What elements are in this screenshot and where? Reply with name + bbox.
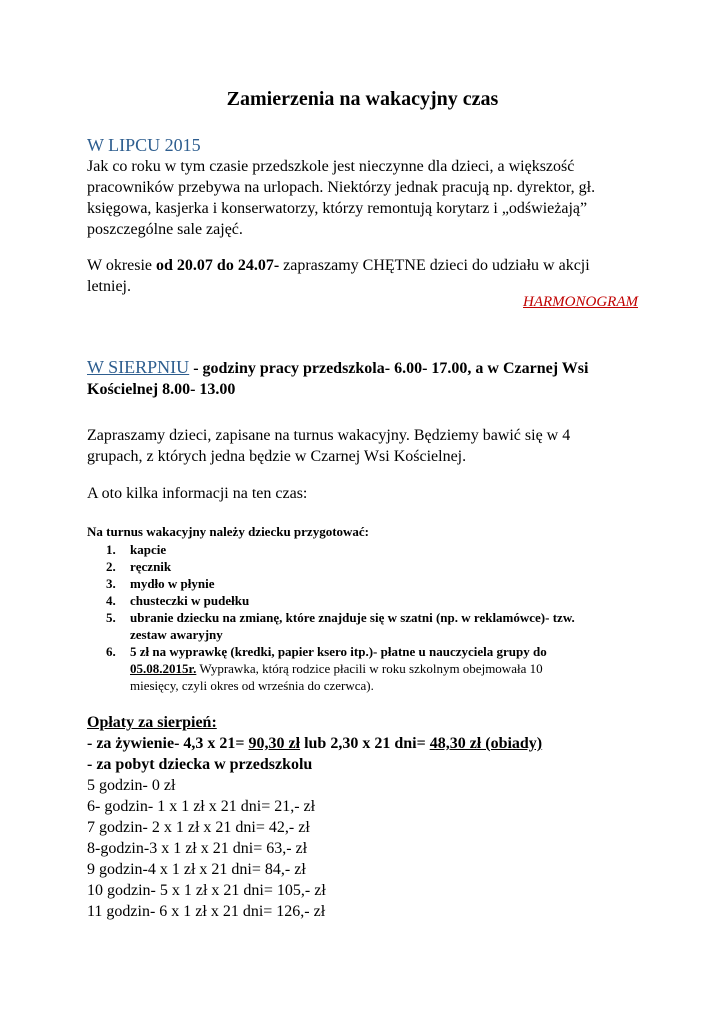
fees-heading: Opłaty za sierpień:: [87, 714, 217, 731]
period-dates: od 20.07 do 24.07-: [156, 257, 280, 274]
period-prefix: W okresie: [87, 257, 157, 274]
july-line-3: księgowa, kasjerka i konserwatorzy, którzy remontują korytarz i „odświeżają”: [87, 200, 588, 217]
list-item: 5. ubranie dziecku na zmianę, które znajduje się w szatni (np. w reklamówce)- tzw. zestaw awaryjny: [106, 610, 575, 642]
harmonogram-link[interactable]: HARMONOGRAM: [523, 294, 638, 310]
list-item: 4. chusteczki w pudełku: [106, 593, 250, 608]
prepare-list: [87, 541, 647, 694]
info-line: A oto kilka informacji na ten czas:: [87, 485, 308, 502]
list-item: 2. ręcznik: [106, 559, 172, 574]
list-item: 6. 5 zł na wyprawkę (kredki, papier ksero itp.)- płatne u nauczyciela grupy do 05.08.2015r. Wyprawka, którą rodzice płacili w roku szkolnym obejmowała 10 miesięcy, czyli okres od września do czerwca).: [106, 644, 547, 693]
july-heading: W LIPCU 2015: [87, 135, 201, 155]
july-line-2: pracowników przebywa na urlopach. Niektórzy jednak pracują np. dyrektor, gł.: [87, 179, 596, 196]
august-heading-block: [87, 357, 588, 400]
fee-row: 10 godzin- 5 x 1 zł x 21 dni= 105,- zł: [87, 882, 326, 899]
august-hours-line-2: Kościelnej 8.00- 13.00: [87, 381, 236, 398]
july-paragraph: [87, 156, 595, 240]
fee-row: 6- godzin- 1 x 1 zł x 21 dni= 21,- zł: [87, 798, 316, 815]
july-line-1: Jak co roku w tym czasie przedszkole jest nieczynne dla dzieci, a większość: [87, 158, 575, 175]
page-title: Zamierzenia na wakacyjny czas: [226, 88, 499, 110]
list-item: 3. mydło w płynie: [106, 576, 215, 591]
fee-row: 9 godzin-4 x 1 zł x 21 dni= 84,- zł: [87, 861, 306, 878]
fee-row: 11 godzin- 6 x 1 zł x 21 dni= 126,- zł: [87, 903, 326, 920]
august-invite-paragraph: [87, 425, 570, 467]
fee-row: 7 godzin- 2 x 1 zł x 21 dni= 42,- zł: [87, 819, 310, 836]
august-hours-line-1: - godziny pracy przedszkola- 6.00- 17.00, a w Czarnej Wsi: [189, 360, 589, 377]
stay-heading: - za pobyt dziecka w przedszkolu: [87, 756, 313, 773]
fees-section: [87, 712, 542, 922]
list-item: 1. kapcie: [106, 542, 167, 557]
prepare-heading: Na turnus wakacyjny należy dziecku przygotować:: [87, 524, 370, 539]
july-line-4: poszczególne sale zajęć.: [87, 221, 243, 238]
invite-line-2: grupach, z których jedna będzie w Czarnej Wsi Kościelnej.: [87, 448, 467, 465]
period-line-2: letniej.: [87, 278, 131, 295]
july-period-paragraph: [87, 255, 590, 297]
august-heading: W SIERPNIU: [87, 357, 190, 377]
fee-row: 8-godzin-3 x 1 zł x 21 dni= 63,- zł: [87, 840, 308, 857]
period-suffix: zapraszamy CHĘTNE dzieci do udziału w akcji: [279, 257, 590, 274]
food-fee-line: - za żywienie- 4,3 x 21= 90,30 zł lub 2,30 x 21 dni= 48,30 zł (obiady): [87, 735, 543, 752]
fee-row: 5 godzin- 0 zł: [87, 777, 176, 794]
invite-line-1: Zapraszamy dzieci, zapisane na turnus wakacyjny. Będziemy bawić się w 4: [87, 427, 571, 444]
